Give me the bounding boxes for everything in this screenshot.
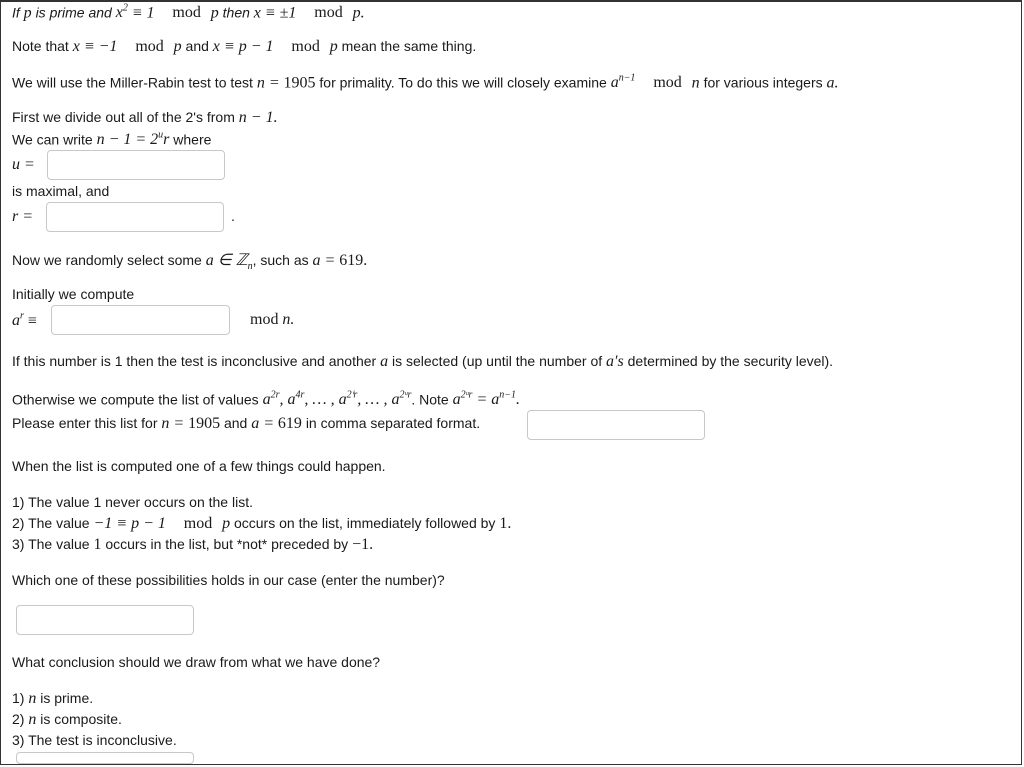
option-3 [12, 536, 373, 554]
possibilities-intro: When the list is computed one of a few things could happen. [12, 458, 386, 474]
math-a-power: $a^{n-1}$ [610, 73, 636, 92]
conclusion-3: 3) The test is inconclusive. [12, 732, 177, 748]
text: Otherwise we compute the list of values [12, 391, 259, 408]
math-pm1: ≡ ±1 [264, 4, 297, 22]
math-decomposition: $n - 1 = 2^ur$ [96, 130, 170, 149]
text: occurs on the list, immediately followed by [233, 515, 496, 531]
text: If this number is 1 then the test is inconclusive and another [12, 353, 377, 369]
text: First we divide out all of the 2's from [12, 109, 235, 125]
math-expr: −1 ≡ p − 1 [93, 515, 166, 532]
text: 3) The value [12, 536, 90, 552]
math-mod: mod [183, 515, 213, 532]
intro-line [12, 73, 839, 92]
math-p: p [210, 4, 219, 22]
text: and [185, 38, 209, 54]
math-expr: x ≡ p − 1 [212, 38, 274, 55]
math-minus-one: −1. [352, 536, 374, 553]
text: determined by the security level). [627, 353, 834, 369]
math-p: p [329, 38, 338, 55]
r-label: r = [12, 208, 34, 225]
math-one: 1 [93, 536, 102, 553]
math-n-eq: n = [256, 74, 280, 92]
math-x-squared: $x^2$ [115, 3, 128, 22]
write-line [12, 130, 211, 149]
conclusion-1 [12, 690, 93, 708]
option-1: 1) The value 1 never occurs on the list. [12, 494, 253, 510]
text: is prime and [35, 4, 112, 21]
math-a: a. [826, 74, 839, 92]
text: Please enter this list for [12, 415, 158, 431]
conclusion-2 [12, 711, 122, 729]
math-expr: x ≡ −1 [72, 38, 118, 55]
math-mod: mod [314, 4, 343, 22]
text: We will use the Miller-Rabin test to test [12, 74, 253, 91]
math-n: n [28, 690, 37, 707]
text: . Note [411, 391, 449, 408]
text: Note that [12, 38, 69, 54]
math-n-value: 1905 [283, 74, 316, 92]
text: where [173, 131, 212, 148]
text: mean the same thing. [341, 38, 477, 54]
text: then [222, 4, 250, 21]
math-one: 1. [499, 515, 512, 532]
option-2 [12, 515, 511, 533]
ar-input[interactable] [51, 305, 230, 335]
text: Now we randomly select some [12, 252, 202, 268]
math-a-eq: a = [312, 252, 336, 269]
math-eq: ≡ 1 [131, 4, 155, 22]
text: , such as [252, 252, 309, 268]
math-mod: mod [172, 4, 201, 22]
math-a-in-zn: a ∈ ℤ$_n$ [205, 252, 253, 273]
conclusion-question: What conclusion should we draw from what we have done? [12, 654, 381, 670]
inconclusive-line [12, 353, 833, 371]
math-a-value: 619. [339, 252, 368, 269]
text: for primality. To do this we will closely examine [319, 74, 607, 91]
text: 2) The value [12, 515, 90, 531]
math-p: p [173, 38, 182, 55]
math-mod: mod [291, 38, 320, 55]
math-n: n [691, 74, 700, 92]
conclusion-input[interactable] [16, 752, 194, 764]
math-a-eq: a = [251, 415, 275, 432]
text: occurs in the list, but *not* preceded by [105, 536, 349, 552]
text: is composite. [40, 711, 122, 727]
math-n-eq: n = [161, 415, 185, 432]
math-p: p [23, 4, 32, 22]
list-values-line [12, 390, 520, 409]
math-a-primes: a′s [606, 353, 624, 370]
text: We can write [12, 131, 93, 148]
text: and [223, 415, 248, 431]
enter-list-line [12, 415, 480, 433]
select-a-line [12, 250, 367, 272]
initially-line: Initially we compute [12, 286, 135, 302]
possibility-question: Which one of these possibilities holds in our case (enter the number)? [12, 572, 445, 588]
list-input[interactable] [527, 410, 705, 440]
mod-n-label: mod n. [250, 311, 295, 328]
math-mod: mod [135, 38, 164, 55]
text: is selected (up until the number of [392, 353, 603, 369]
possibility-input[interactable] [16, 605, 194, 635]
text: for various integers [703, 74, 823, 91]
r-input[interactable] [46, 202, 224, 232]
text: If [12, 4, 20, 21]
divide-twos-line [12, 109, 278, 127]
note-line [12, 38, 476, 56]
math-n: n [28, 711, 37, 728]
text: is prime. [40, 690, 94, 706]
math-mod: mod [653, 74, 682, 92]
ar-label: $a^r$ ≡ [12, 311, 37, 330]
math-p: p [222, 515, 231, 532]
text: 2) [12, 711, 25, 727]
maximal-line: is maximal, and [12, 183, 110, 199]
theorem-statement [12, 3, 365, 22]
u-label: u = [12, 156, 35, 173]
math-p: p. [352, 4, 365, 22]
math-a: a [380, 353, 389, 370]
period: . [231, 208, 235, 224]
text: 1) [12, 690, 25, 706]
u-input[interactable] [47, 150, 225, 180]
text: in comma separated format. [305, 415, 481, 431]
math-x: x [253, 4, 261, 22]
math-note: $a^{2ᵘr} = a^{n-1}$. [452, 390, 520, 409]
math-n-minus-1: n − 1. [238, 109, 278, 126]
math-sequence: $a^{2r}$, $a^{4r}$, … , $a^{2^ir}$, … , $a^{2ᵘr}$ [262, 390, 412, 409]
math-n-value: 1905 [188, 415, 221, 432]
math-a-value: 619 [277, 415, 302, 432]
